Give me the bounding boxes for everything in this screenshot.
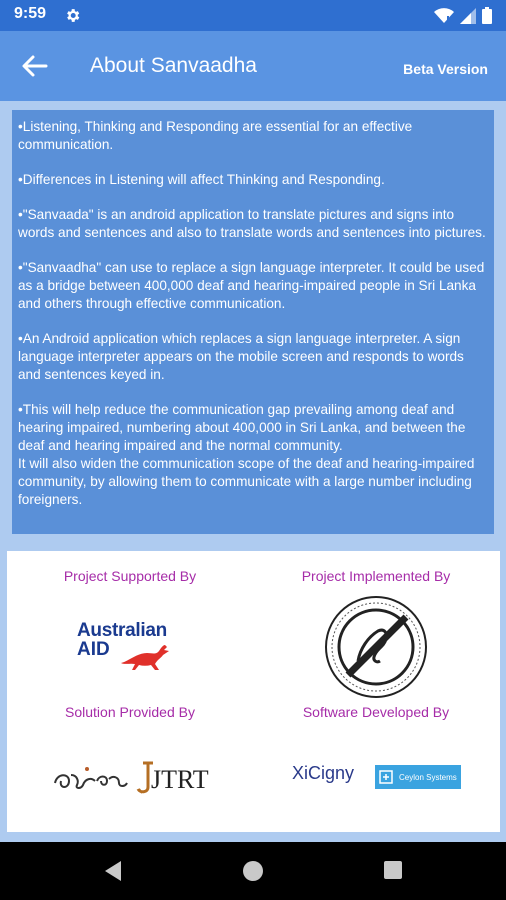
australian-aid-text: Australian — [77, 620, 167, 641]
settings-icon — [64, 7, 81, 24]
description-card — [12, 110, 494, 534]
ceylon-systems-logo — [375, 765, 461, 789]
app-bar — [0, 31, 506, 101]
page-title: About Sanvaadha — [90, 54, 257, 77]
jtrt-logo — [135, 759, 215, 797]
nav-home-icon[interactable] — [242, 860, 264, 882]
sponsors-card — [7, 551, 500, 832]
sinhala-script-logo — [51, 757, 131, 797]
xicigny-logo — [292, 763, 372, 793]
software-developed-label: Software Developed By — [302, 704, 450, 720]
description-paragraph: •"Sanvaadha" can use to replace a sign language interpreter. It could be used as a bridge between 400,000 deaf and hearing-impaired people in Sri Lanka and others through effective communication. — [18, 260, 485, 311]
signal-icon — [460, 8, 476, 24]
wifi-icon — [434, 8, 454, 24]
beta-version-badge: Beta Version — [403, 61, 488, 77]
ceylon-mark-icon — [379, 770, 393, 784]
nav-recents-icon[interactable] — [383, 860, 403, 880]
description-paragraph: •Listening, Thinking and Responding are essential for an effective communication. — [18, 119, 413, 152]
project-supported-label: Project Supported By — [63, 568, 197, 584]
australian-aid-logo — [77, 621, 197, 671]
project-implemented-label: Project Implemented By — [301, 568, 451, 584]
status-time: 9:59 — [14, 5, 47, 22]
description-paragraph: •An Android application which replaces a sign language interpreter. A sign language interpreter appears on the mobile screen and responds to words and sentences keyed in. — [18, 331, 464, 382]
aid-text: AID — [77, 639, 110, 660]
ceylon-systems-text: Ceylon Systems — [399, 772, 457, 782]
status-bar — [0, 0, 506, 31]
status-icons — [434, 7, 492, 24]
jtrt-text: JTRT — [151, 765, 209, 794]
description-paragraph: •This will help reduce the communication gap prevailing among deaf and hearing impaired, numbering about 400,000 in Sri Lanka, and between the deaf and hearing impaired and the normal community. It will also widen the communication scope of the deaf and hearing-impaired community, by allowing them to communicate with a large number including foreigners. — [18, 402, 475, 507]
solution-provided-label: Solution Provided By — [65, 704, 195, 720]
description-paragraph: •Differences in Listening will affect Thinking and Responding. — [18, 172, 385, 187]
nav-back-icon[interactable] — [103, 860, 123, 882]
back-arrow-icon[interactable] — [18, 51, 50, 81]
xicigny-text: XiCigny — [292, 763, 355, 783]
kangaroo-icon — [119, 641, 173, 671]
description-paragraph: •"Sanvaada" is an android application to translate pictures and signs into words and sentences and also to translate words and sentences into pictures. — [18, 207, 486, 240]
battery-icon — [482, 7, 492, 24]
navigation-bar — [0, 842, 506, 900]
implementer-seal-logo — [324, 595, 428, 699]
